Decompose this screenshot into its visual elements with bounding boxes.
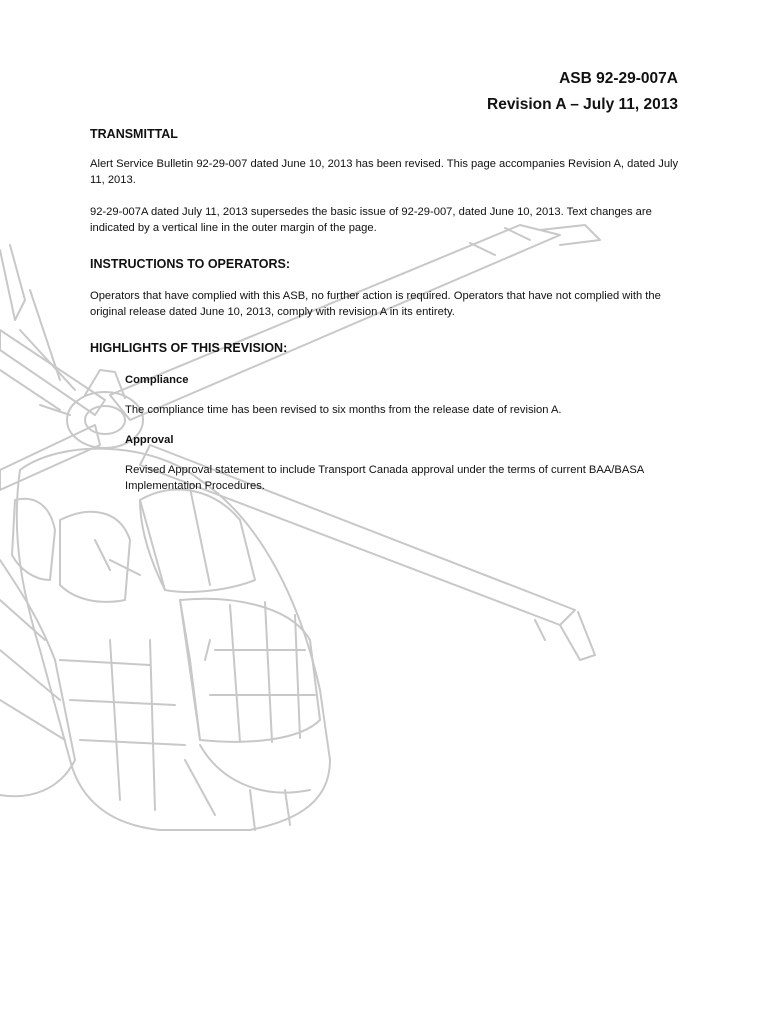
highlights-list: [90, 372, 680, 494]
highlight-text-approval: Revised Approval statement to include Transport Canada approval under the terms of current BAA/BASA Implementation Procedures.: [125, 464, 644, 492]
document-body: [90, 126, 680, 508]
document-header: [487, 66, 678, 118]
highlight-title-compliance: Compliance: [125, 374, 189, 386]
transmittal-heading: TRANSMITTAL: [90, 127, 178, 141]
revision-date: Revision A – July 11, 2013: [487, 96, 678, 113]
highlight-title-approval: Approval: [125, 434, 174, 446]
instructions-paragraph: Operators that have complied with this ASB, no further action is required. Operators that have not complied with the original release dated June 10, 2013, comply with revision A in its entirety.: [90, 290, 661, 318]
document-number: ASB 92-29-007A: [559, 70, 678, 87]
highlight-text-compliance: The compliance time has been revised to six months from the release date of revision A.: [125, 404, 562, 416]
instructions-heading: INSTRUCTIONS TO OPERATORS:: [90, 257, 291, 271]
transmittal-paragraph-2: 92-29-007A dated July 11, 2013 supersedes the basic issue of 92-29-007, dated June 10, 2013. Text changes are indicated by a vertical line in the outer margin of the page.: [90, 206, 652, 234]
transmittal-paragraph-1: Alert Service Bulletin 92-29-007 dated June 10, 2013 has been revised. This page accompanies Revision A, dated July 11, 2013.: [90, 158, 679, 186]
highlights-heading: HIGHLIGHTS OF THIS REVISION:: [90, 341, 288, 355]
